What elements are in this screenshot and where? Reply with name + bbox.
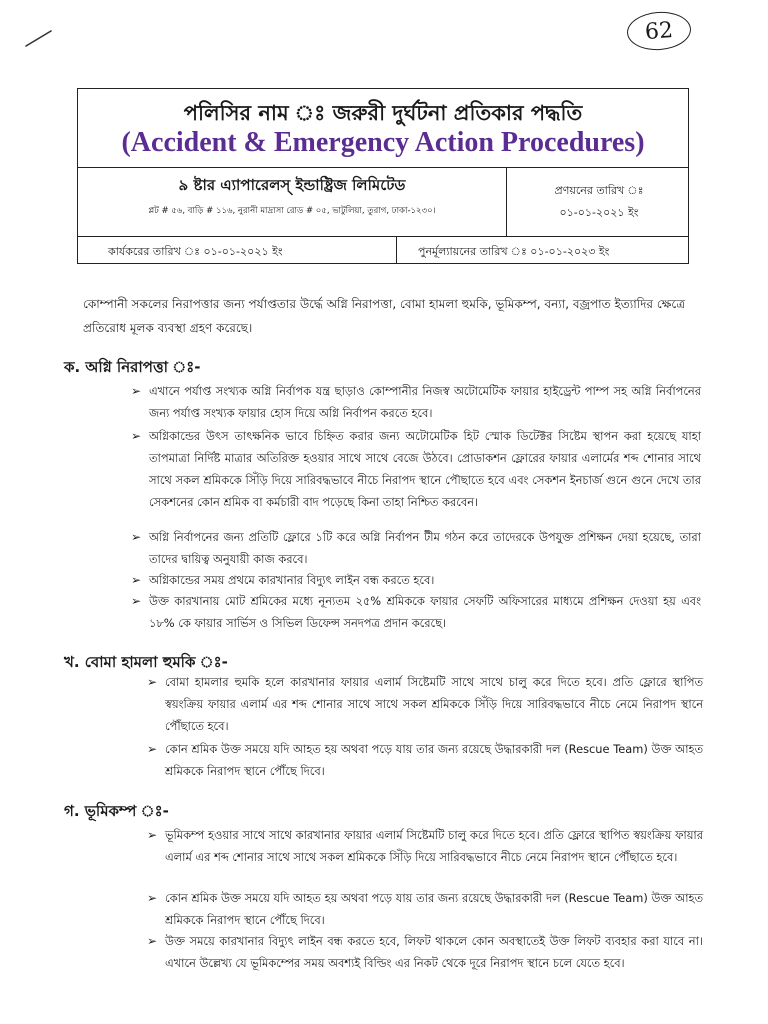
list-item: [129, 526, 701, 570]
section-heading-fire-safety: ক. অগ্নি নিরাপত্তা ঃ-: [64, 358, 201, 376]
review-date: পুনর্মূল্যায়নের তারিখ ঃ ০১-০১-২০২৩ ইং: [418, 245, 610, 258]
policy-header-box: [77, 88, 689, 264]
section-heading-earthquake: গ. ভূমিকম্প ঃ-: [64, 802, 169, 820]
list-item-text: কোন শ্রমিক উক্ত সময়ে যদি আহত হয় অথবা পড়ে যায় তার জন্য রয়েছে উদ্ধারকারী দল (Rescue Team) উক্ত আহত শ্রমিককে নিরাপদ স্থানে পৌঁছে দিবে।: [165, 891, 703, 927]
list-item-text: অগ্নিকান্ডের সময় প্রথমে কারখানার বিদ্যুৎ লাইন বন্ধ করতে হবে।: [149, 573, 435, 587]
list-item-text: ভূমিকম্প হওয়ার সাথে সাথে কারখানার ফায়ার এলার্ম সিষ্টেমটি চালু করে দিতে হবে। প্রতি ফ্লোরে স্থাপিত স্বয়ংক্রিয় ফায়ার এলার্ম এর শব্দ শোনার সাথে সাথে সকল শ্রমিককে সিঁড়ি দিয়ে সারিবদ্ধভাবে নীচে নেমে নিরাপদ স্থানে পৌঁছাতে হবে।: [165, 828, 703, 864]
page-number-circle: 62: [626, 10, 692, 52]
list-item-text: এখানে পর্যাপ্ত সংখ্যক অগ্নি নির্বাপক যন্ত্র ছাড়াও কোম্পানীর নিজস্ব অটোমেটিক ফায়ার হাইড্রেন্ট পাম্প সহ অগ্নি নির্বাপনের জন্য পর্যাপ্ত সংখ্যক ফায়ার হোস দিয়ে অগ্নি নির্বাপন করতে হবে।: [149, 384, 701, 420]
effective-date: কার্যকরের তারিখ ঃ ০১-০১-২০২১ ইং: [108, 245, 283, 258]
arrow-bullet-icon: ➢: [146, 828, 158, 842]
section-heading-bomb-threat: খ. বোমা হামলা হুমকি ঃ-: [64, 653, 228, 671]
list-item-text: উক্ত সময়ে কারখানার বিদ্যুৎ লাইন বন্ধ করতে হবে, লিফট থাকলে কোন অবস্থাতেই উক্ত লিফট ব্যবহার করা যাবে না। এখানে উল্লেখ্য যে ভূমিকম্পের সময় অবশ্যই বিল্ডিং এর নিকট থেকে দূরে নিরাপদ স্থানে চলে যেতে হবে।: [165, 934, 703, 970]
list-item-text: কোন শ্রমিক উক্ত সময়ে যদি আহত হয় অথবা পড়ে যায় তার জন্য রয়েছে উদ্ধারকারী দল (Rescue Team) উক্ত আহত শ্রমিককে নিরাপদ স্থানে পৌঁছে দিবে।: [165, 742, 703, 778]
arrow-bullet-icon: ➢: [146, 934, 158, 948]
pencil-stroke-mark: [24, 28, 54, 48]
list-item-text: উক্ত কারখানায় মোট শ্রমিকের মধ্যে নূন্যতম ২৫% শ্রমিককে ফায়ার সেফটি অফিসারের মাধ্যমে প্রশিক্ষন দেওয়া হয় এবং ১৮% কে ফায়ার সার্ভিস ও সিভিল ডিফেন্স সনদপত্র প্রদান করেছে।: [149, 594, 701, 630]
date-row-divider: [396, 237, 397, 263]
company-name: ৯ ষ্টার এ্যাপারেলস্ ইন্ডাষ্ট্রিজ লিমিটেড: [178, 176, 406, 194]
list-item: [129, 590, 701, 634]
preparation-date-label: প্রণয়নের তারিখ ঃ: [554, 184, 644, 197]
header-divider: [506, 168, 507, 236]
list-item: [129, 425, 701, 513]
arrow-bullet-icon: ➢: [146, 675, 158, 689]
list-item-text: বোমা হামলার হুমকি হলে কারখানার ফায়ার এলার্ম সিষ্টেমটি সাথে সাথে চালু করে দিতে হবে। প্রতি ফ্লোরে স্থাপিত স্বয়ংক্রিয় ফায়ার এলার্ম এর শব্দ শোনার সাথে সাথে সকল শ্রমিককে সিঁড়ি দিয়ে সারিবদ্ধভাবে নীচে নেমে নিরাপদ স্থানে পৌঁছাতে হবে।: [165, 675, 703, 733]
list-item: [145, 887, 703, 931]
list-item: [145, 738, 703, 782]
list-item-text: অগ্নি নির্বাপনের জন্য প্রতিটি ফ্লোরে ১টি করে অগ্নি নির্বাপন টীম গঠন করে তাদেরকে উপযুক্ত প্রশিক্ষন দেয়া হয়েছে, তারা তাদের দ্বায়িত্ব অনুযায়ী কাজ করবে।: [149, 530, 701, 566]
arrow-bullet-icon: ➢: [130, 573, 142, 587]
arrow-bullet-icon: ➢: [130, 429, 142, 443]
policy-title-bangla: পলিসির নাম ঃ জরুরী দুর্ঘটনা প্রতিকার পদ্ধতি: [183, 101, 583, 125]
list-item: [145, 671, 703, 737]
arrow-bullet-icon: ➢: [146, 891, 158, 905]
intro-paragraph: কোম্পানী সকলের নিরাপত্তার জন্য পর্যাপ্ততার উর্দ্ধে অগ্নি নিরাপত্তা, বোমা হামলা হুমকি, ভূমিকম্প, বন্যা, বজ্রপাত ইত্যাদির ক্ষেত্রে প্রতিরোধ মূলক ব্যবস্থা গ্রহণ করেছে।: [83, 297, 686, 335]
list-item: [129, 380, 701, 424]
company-row: [78, 167, 688, 237]
arrow-bullet-icon: ➢: [146, 742, 158, 756]
arrow-bullet-icon: ➢: [130, 594, 142, 608]
company-address: প্লট # ৫৬, বাড়ি # ১১৬, নুরানী মাদ্রাসা রোড # ০৫, ভাটুলিয়া, তুরাগ, ঢাকা-১২৩০।: [148, 206, 436, 216]
list-item-text: অগ্নিকান্ডের উৎস তাৎক্ষনিক ভাবে চিহ্নিত করার জন্য অটোমেটিক হিট স্মোক ডিটেক্টর সিষ্টেম স্থাপন করা হয়েছে যাহা তাপমাত্রা নির্দিষ্ট মাত্রার অতিরিক্ত হওয়ার সাথে সাথে বেজে উঠবে। প্রোডাকশন ফ্লোরের ফায়ার এলার্মের শব্দ শোনার সাথে সাথে সকল শ্রমিককে সিঁড়ি দিয়ে সারিবদ্ধভাবে নীচে নিরাপদ স্থানে পৌছাতে হবে এবং সেকশন ইনচার্জ গুনে গুনে দেখে তার সেকশনের কোন শ্রমিক বা কর্মচারী বাদ পড়েছে কিনা তাহা নিশ্চিত করবেন।: [149, 429, 701, 509]
arrow-bullet-icon: ➢: [130, 530, 142, 544]
list-item: [145, 824, 703, 868]
preparation-date-value: ০১-০১-২০২১ ইং: [559, 206, 639, 219]
policy-title-english: (Accident & Emergency Action Procedures): [121, 127, 645, 158]
arrow-bullet-icon: ➢: [130, 384, 142, 398]
list-item: [145, 930, 703, 974]
list-item: [129, 569, 701, 591]
